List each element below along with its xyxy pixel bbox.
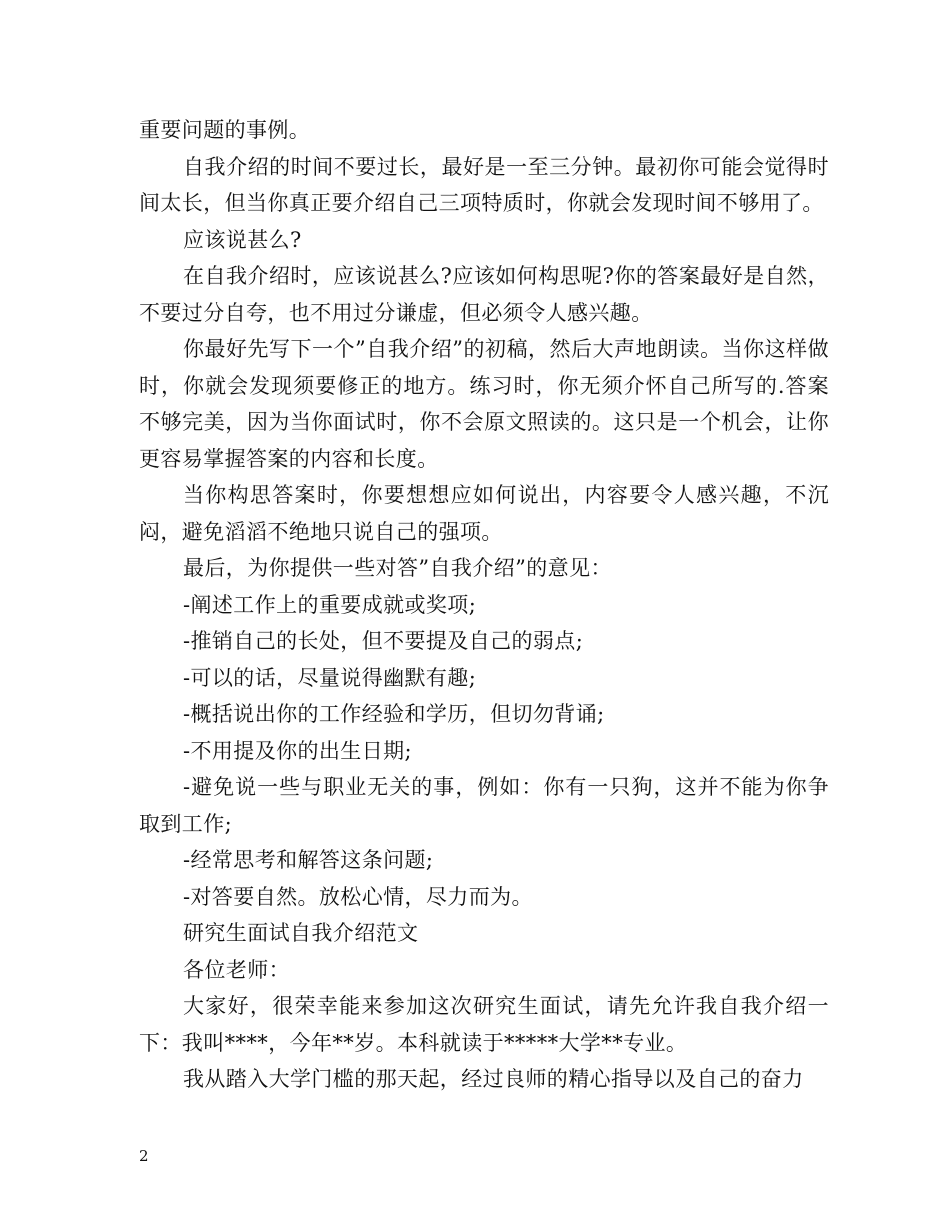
document-body [139,112,829,1098]
paragraph-6: 当你构思答案时，你要想想应如何说出，内容要令人感兴趣，不沉闷，避免滔滔不绝地只说自己的强项。 [139,483,829,544]
paragraph-8: 大家好，很荣幸能来参加这次研究生面试，请先允许我自我介绍一下：我叫****，今年**岁。本科就读于*****大学**专业。 [139,994,829,1055]
section-heading: 研究生面试自我介绍范文 [183,921,419,945]
list-item-4: -概括说出你的工作经验和学历，但切勿背诵; [183,702,605,726]
list-item-7: -经常思考和解答这条问题; [183,848,434,872]
list-item-5: -不用提及你的出生日期; [183,738,412,763]
paragraph-5: 你最好先写下一个”自我介绍”的初稿，然后大声地朗读。当你这样做时，你就会发现须要修正的地方。练习时，你无须介怀自己所写的.答案不够完美，因为当你面试时，你不会原文照读的。这只是一个机会，让你更容易掌握答案的内容和长度。 [139,337,829,471]
list-item-2: -推销自己的长处，但不要提及自己的弱点; [183,629,584,653]
list-item-1: -阐述工作上的重要成就或奖项; [183,592,477,617]
paragraph-2: 自我介绍的时间不要过长，最好是一至三分钟。最初你可能会觉得时间太长，但当你真正要介绍自己三项特质时，你就会发现时间不够用了。 [139,154,829,215]
paragraph-4: 在自我介绍时，应该说甚么?应该如何构思呢?你的答案最好是自然，不要过分自夸，也不用过分谦虚，但必须令人感兴趣。 [139,264,829,325]
salutation: 各位老师： [183,957,290,982]
paragraph-1: 重要问题的事例。 [139,118,311,142]
paragraph-9: 我从踏入大学门槛的那天起，经过良师的精心指导以及自己的奋力 [183,1067,804,1091]
paragraph-7: 最后，为你提供一些对答”自我介绍”的意见： [183,556,612,580]
list-item-8: -对答要自然。放松心情，尽力而为。 [183,884,533,909]
paragraph-3: 应该说甚么? [183,227,302,252]
list-item-6: -避免说一些与职业无关的事，例如：你有一只狗，这并不能为你争取到工作; [139,775,829,836]
page-number: 2 [139,1147,149,1165]
list-item-3: -可以的话，尽量说得幽默有趣; [183,665,477,690]
